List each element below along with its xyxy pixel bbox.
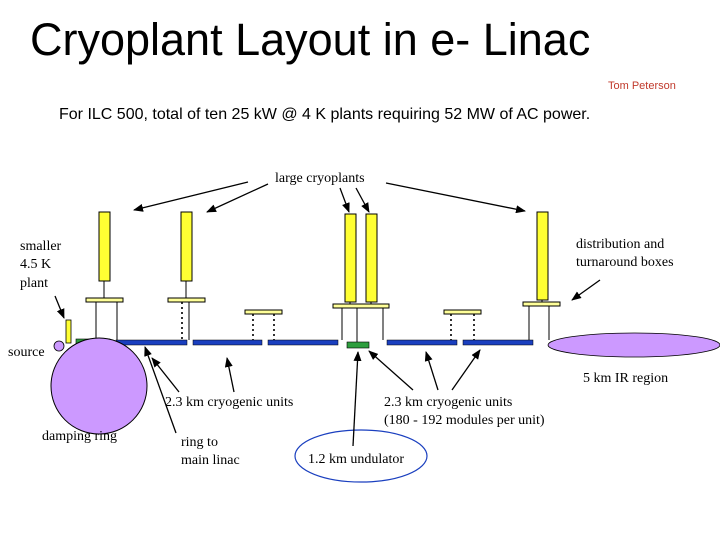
transfer-lines (96, 302, 549, 342)
label-ring-to: ring to (181, 435, 218, 450)
cryo-unit (116, 340, 187, 345)
cryoplant-3 (345, 214, 356, 302)
source-circle (54, 341, 64, 351)
description-text: For ILC 500, total of ten 25 kW @ 4 K plants requiring 52 MW of AC power. (59, 106, 591, 123)
cryoplant-1 (99, 212, 110, 281)
label-cryo-units-right: 2.3 km cryogenic units (384, 395, 513, 410)
label-modules-per-unit: (180 - 192 modules per unit) (384, 413, 545, 428)
label-turnaround-boxes: turnaround boxes (576, 255, 674, 270)
distribution-boxes (86, 298, 560, 314)
cryo-unit (268, 340, 338, 345)
label-damping-ring: damping ring (42, 429, 118, 444)
dist-box-5 (444, 310, 481, 314)
cryo-unit (463, 340, 533, 345)
label-ir-region: 5 km IR region (583, 371, 669, 386)
small-plant (66, 320, 71, 343)
cryoplant-4 (366, 214, 377, 302)
label-cryo-units-left: 2.3 km cryogenic units (165, 395, 294, 410)
label-4-5-k: 4.5 K (20, 257, 52, 272)
cryo-unit (387, 340, 457, 345)
label-smaller: smaller (20, 239, 62, 254)
cryo-unit (193, 340, 262, 345)
damping-ring (51, 338, 147, 434)
large-cryoplants (99, 212, 548, 302)
cryogenic-units (116, 340, 533, 345)
label-main-linac: main linac (181, 453, 240, 468)
author-credit: Tom Peterson (608, 80, 676, 92)
ir-region (548, 333, 720, 357)
dist-box-1 (86, 298, 123, 302)
label-distribution: distribution and (576, 237, 665, 252)
cryoplant-5 (537, 212, 548, 300)
dist-box-2 (168, 298, 205, 302)
label-plant: plant (20, 276, 48, 291)
cryoplant-2 (181, 212, 192, 281)
label-source: source (8, 345, 45, 360)
dist-box-4 (333, 304, 389, 308)
label-undulator: 1.2 km undulator (308, 452, 405, 467)
slide-title: Cryoplant Layout in e- Linac (30, 14, 591, 65)
dotted-transfer-lines (182, 302, 474, 340)
dist-box-3 (245, 310, 282, 314)
dist-box-6 (523, 302, 560, 306)
undulator-section (347, 342, 369, 348)
label-large-cryoplants: large cryoplants (275, 171, 365, 186)
